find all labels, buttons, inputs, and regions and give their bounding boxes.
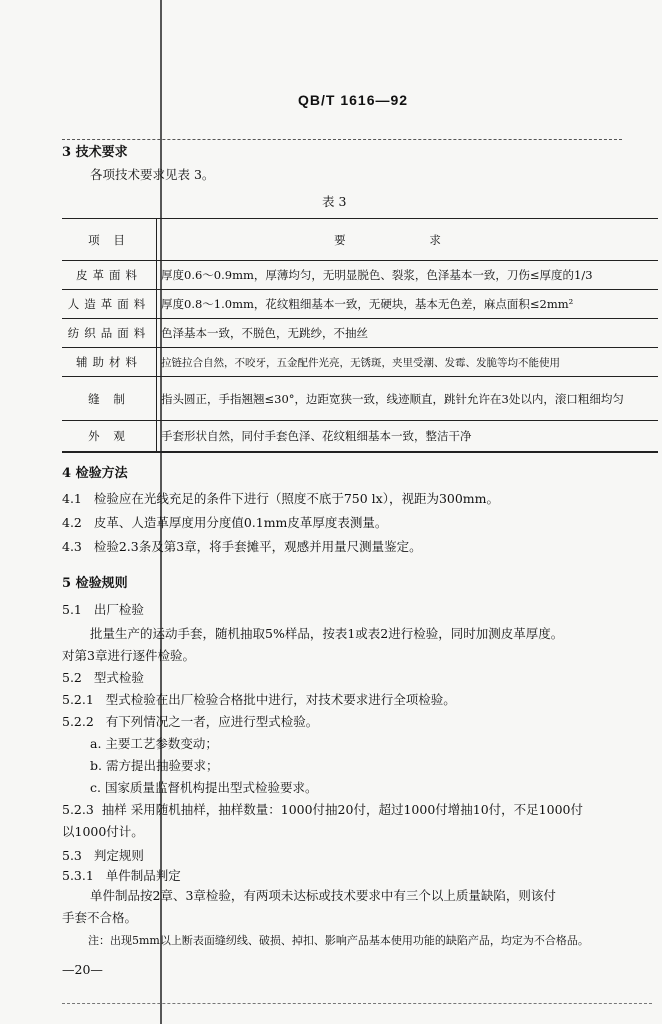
paragraph: 对第3章进行逐件检验。: [62, 648, 195, 663]
list-mark: c.: [90, 780, 101, 795]
clause-text: 检验2.3条及第3章，将手套摊平，观感并用量尺测量鉴定。: [93, 539, 422, 554]
clause-title: 型式检验: [93, 670, 144, 685]
clause-text: 检验应在光线充足的条件下进行（照度不底于750 lx），视距为300mm。: [93, 491, 500, 506]
row-item: 外 观: [62, 421, 157, 452]
clause-title: 出厂检验: [93, 602, 144, 617]
clause-text: 抽样 采用随机抽样，抽样数量：1000付抽20付，超过1000付增抽10付，不足1000付: [101, 802, 583, 817]
clause-number: 5.3: [62, 848, 82, 863]
section-5-heading: 5 检验规则: [62, 576, 128, 591]
row-req: 指头圆正，手指翘翘≤30°，边距宽狭一致，线迹顺直，跳针允许在3处以内，滚口粗细均匀: [157, 377, 659, 421]
list-text: 主要工艺参数变动；: [105, 736, 218, 751]
list-item: [90, 756, 218, 774]
clause-number: 5.1: [62, 602, 82, 617]
standard-number: QB/T 1616—92: [298, 92, 409, 108]
clause-number: 5.3.1: [62, 868, 94, 883]
list-text: 国家质量监督机构提出型式检验要求。: [104, 780, 318, 795]
clause-4-2: [62, 513, 387, 531]
clause-4-1: [62, 489, 499, 507]
page-number: —20—: [62, 962, 103, 977]
clause-5-1: [62, 600, 144, 618]
clause-4-3: [62, 537, 422, 555]
clause-title: 单件制品判定: [105, 868, 181, 883]
table-row: [62, 319, 658, 348]
table-row: [62, 421, 658, 452]
clause-number: 5.2.1: [62, 692, 94, 707]
list-text: 需方提出抽验要求；: [105, 758, 219, 773]
row-req: 手套形状自然，同付手套色泽、花纹粗细基本一致，整洁干净: [157, 421, 659, 452]
clause-5-2-1: [62, 690, 456, 708]
clause-number: 5.2: [62, 670, 82, 685]
clause-5-2-3: [62, 800, 583, 818]
clause-number: 4.2: [62, 515, 82, 530]
paragraph: 以1000付计。: [62, 824, 144, 839]
requirements-table: [62, 218, 658, 453]
paragraph: 手套不合格。: [62, 910, 138, 925]
table-row: [62, 290, 658, 319]
note: 注：出现5mm以上断表面缝纫线、破损、掉扣、影响产品基本使用功能的缺陷产品，均定为不合格品。: [88, 934, 589, 947]
col-item-header: 项 目: [62, 219, 157, 261]
table-row: [62, 348, 658, 377]
paragraph: 批量生产的运动手套，随机抽取5%样品，按表1或表2进行检验，同时加测皮革厚度。: [90, 626, 564, 641]
clause-text: 型式检验在出厂检验合格批中进行，对技术要求进行全项检验。: [105, 692, 456, 707]
clause-number: 5.2.2: [62, 714, 94, 729]
clause-title: 判定规则: [93, 848, 144, 863]
clause-5-2-2: [62, 712, 318, 730]
section-4-heading: 4 检验方法: [62, 466, 128, 481]
list-item: [90, 734, 218, 752]
row-item: 皮革面料: [62, 261, 157, 290]
row-item: 纺织品面料: [62, 319, 157, 348]
table-header-row: [62, 219, 658, 261]
header-rule: [62, 139, 622, 141]
row-req: 厚度0.6～0.9mm，厚薄均匀，无明显脱色、裂浆，色泽基本一致，刀伤≤厚度的1/3: [157, 261, 659, 290]
row-req: 厚度0.8～1.0mm，花纹粗细基本一致，无硬块，基本无色差，麻点面积≤2mm²: [157, 290, 659, 319]
row-item: 缝 制: [62, 377, 157, 421]
row-item: 辅助材料: [62, 348, 157, 377]
row-item: 人造革面料: [62, 290, 157, 319]
clause-number: 4.3: [62, 539, 82, 554]
table-caption: 表 3: [322, 194, 347, 209]
clause-text: 皮革、人造革厚度用分度值0.1mm皮革厚度表测量。: [93, 515, 388, 530]
clause-text: 有下列情况之一者，应进行型式检验。: [105, 714, 319, 729]
table-row: [62, 377, 658, 421]
clause-number: 5.2.3: [62, 802, 94, 817]
clause-5-3-1: [62, 866, 181, 884]
section-3-intro: 各项技术要求见表 3。: [90, 167, 215, 182]
list-item: [90, 778, 317, 796]
clause-5-2: [62, 668, 144, 686]
row-req: 色泽基本一致，不脱色，无跳纱，不抽丝: [157, 319, 659, 348]
table-row: [62, 261, 658, 290]
row-req: 拉链拉合自然，不咬牙，五金配件光亮，无锈斑，夹里受潮、发霉、发脆等均不能使用: [157, 348, 659, 377]
paragraph: 单件制品按2章、3章检验，有两项未达标或技术要求中有三个以上质量缺陷，则该付: [90, 888, 556, 903]
list-mark: b.: [90, 758, 102, 773]
list-mark: a.: [90, 736, 102, 751]
clause-5-3: [62, 846, 144, 864]
clause-number: 4.1: [62, 491, 82, 506]
section-3-heading: 3 技术要求: [62, 145, 128, 160]
col-req-header: 要 求: [157, 219, 659, 261]
footer-rule: [62, 1003, 652, 1004]
